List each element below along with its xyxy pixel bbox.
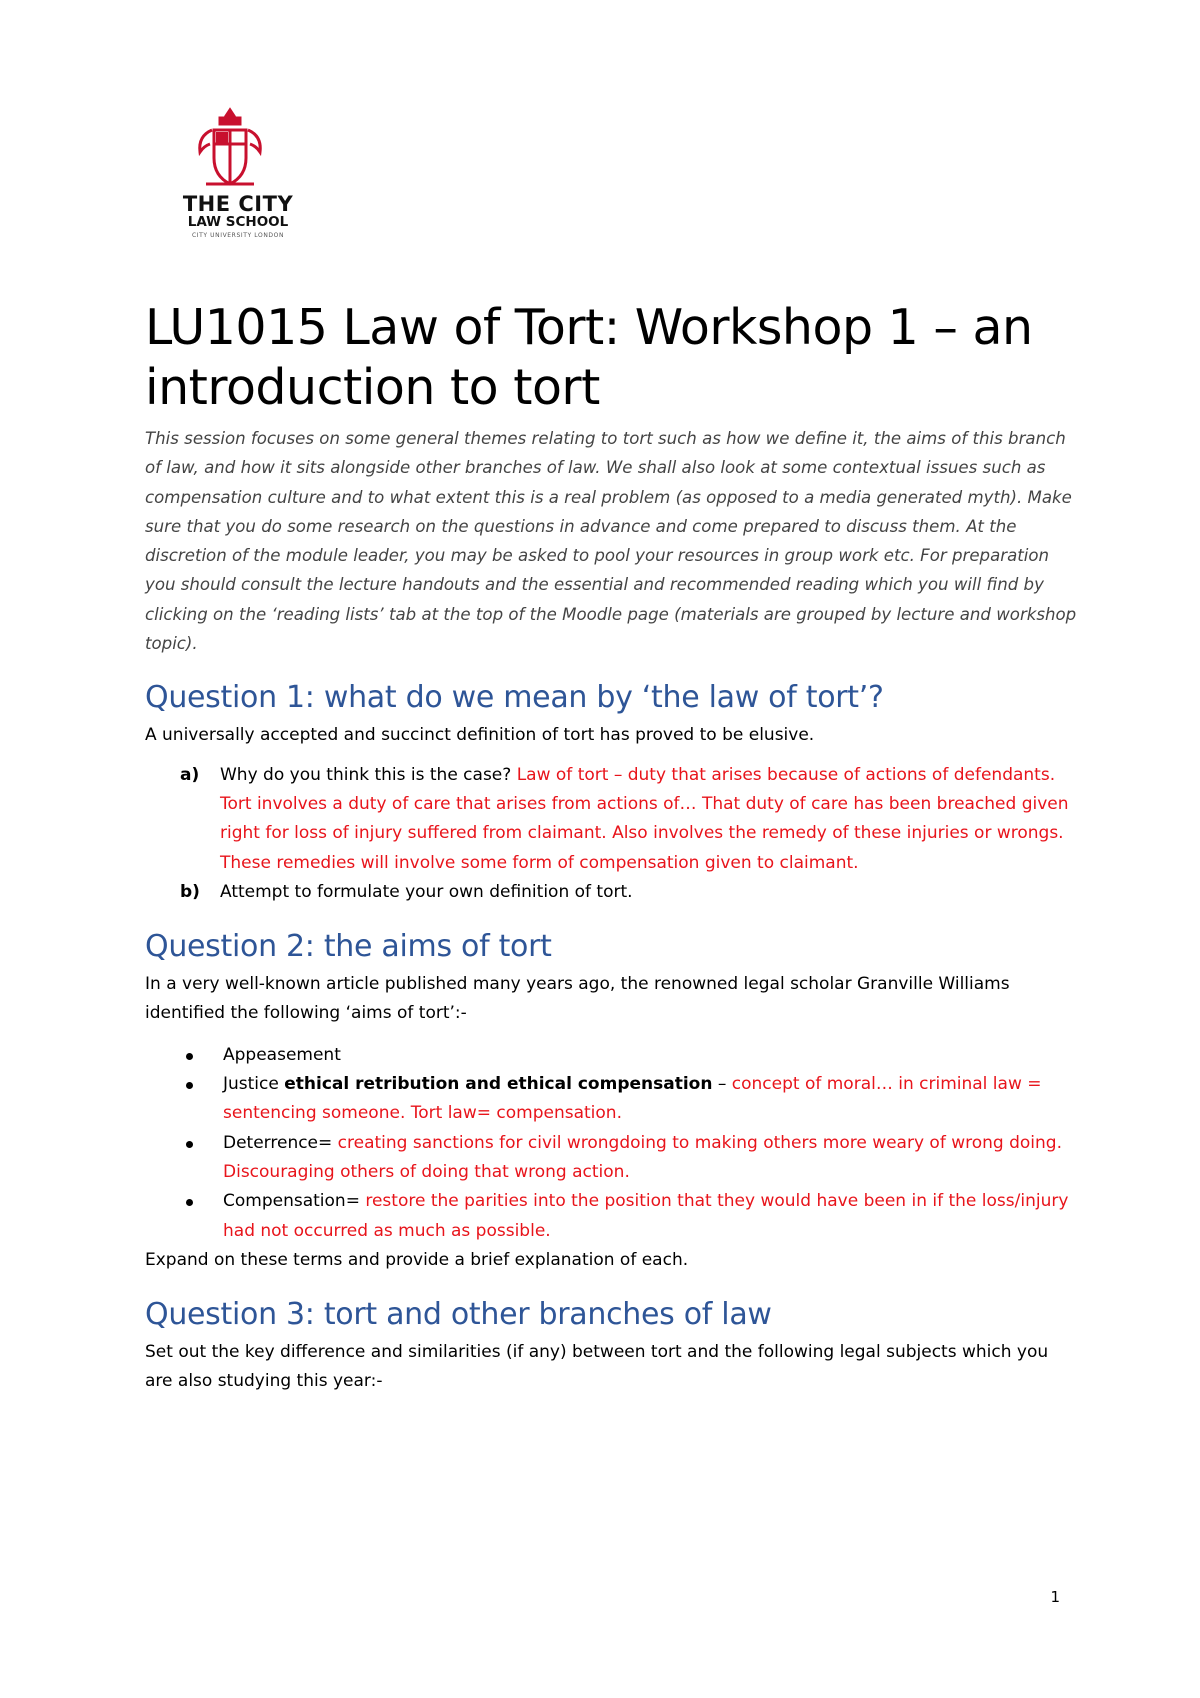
page-title: LU1015 Law of Tort: Workshop 1 – an introduction to tort [145,299,1033,416]
aim-appeasement: Appeasement [223,1044,341,1065]
question-3-heading: Question 3: tort and other branches of law [145,1297,772,1333]
list-item [145,878,1080,907]
logo-line-3: CITY UNIVERSITY LONDON [191,232,285,239]
list-item [145,1070,1080,1129]
aim-compensation-label: Compensation= [223,1191,360,1212]
list-item [145,761,1080,878]
aim-deterrence-answer: creating sanctions for civil wrongdoing to making others more weary of wrong doing. Discouraging others of doing that wrong action. [223,1132,1062,1182]
question-2-heading: Question 2: the aims of tort [145,929,552,965]
aim-justice-answer: concept of moral… in criminal law = sentencing someone. Tort law= compensation. [223,1074,1042,1124]
aims-list [145,1041,1080,1246]
question-1a-text: Why do you think this is the case? [220,764,512,785]
page-number: 1 [1050,1588,1060,1606]
question-3-lead: Set out the key difference and similarities (if any) between tort and the following legal subjects which you are also studying this year:- [145,1342,1049,1392]
logo-line-2: LAW SCHOOL [187,214,289,230]
question-1a-answer: Law of tort – duty that arises because of actions of defendants. Tort involves a duty of care that arises from actions of… That duty of care has been breached given right for loss of injury suffered from claimant. Also involves the remedy of these injuries or wrongs. These remedies will involve some form of compensation given to claimant. [220,764,1069,873]
list-item [145,1129,1080,1188]
question-2-expand: Expand on these terms and provide a brief explanation of each. [145,1249,689,1270]
list-item [145,1187,1080,1246]
aim-justice-bold: ethical retribution and ethical compensation [284,1074,713,1095]
aim-deterrence-label: Deterrence= [223,1132,333,1153]
aim-justice-dash: – [717,1074,727,1095]
bullet-icon [186,1141,193,1148]
bullet-icon [186,1082,193,1089]
city-law-school-logo [148,64,308,274]
question-1b-text: Attempt to formulate your own definition of tort. [220,881,633,902]
bullet-icon [186,1053,193,1060]
question-2-lead: In a very well-known article published many years ago, the renowned legal scholar Granville Williams identified the following ‘aims of tort’:- [145,974,1010,1024]
question-1-lead: A universally accepted and succinct definition of tort has proved to be elusive. [145,725,815,746]
aim-justice-label: Justice [223,1074,279,1095]
list-item [145,1041,1080,1070]
question-1-list [145,761,1080,907]
document-body [145,298,1080,1397]
question-1-heading: Question 1: what do we mean by ‘the law of tort’? [145,680,884,716]
list-marker: a) [180,764,200,785]
bullet-icon [186,1199,193,1206]
aim-compensation-answer: restore the parities into the position that they would have been in if the loss/injury had not occurred as much as possible. [223,1191,1069,1241]
logo-line-1: THE CITY [182,192,294,216]
intro-paragraph: This session focuses on some general themes relating to tort such as how we define it, the aims of this branch of law, and how it sits alongside other branches of law. We shall also look at some contextual issues such as compensation culture and to what extent this is a real problem (as opposed to a media generated myth). Make sure that you do some research on the questions in advance and come prepared to discuss them. At the discretion of the module leader, you may be asked to pool your resources in group work etc. For preparation you should consult the lecture handouts and the essential and recommended reading which you will find by clicking on the ‘reading lists’ tab at the top of the Moodle page (materials are grouped by lecture and workshop topic). [145,429,1077,654]
list-marker: b) [180,881,200,902]
